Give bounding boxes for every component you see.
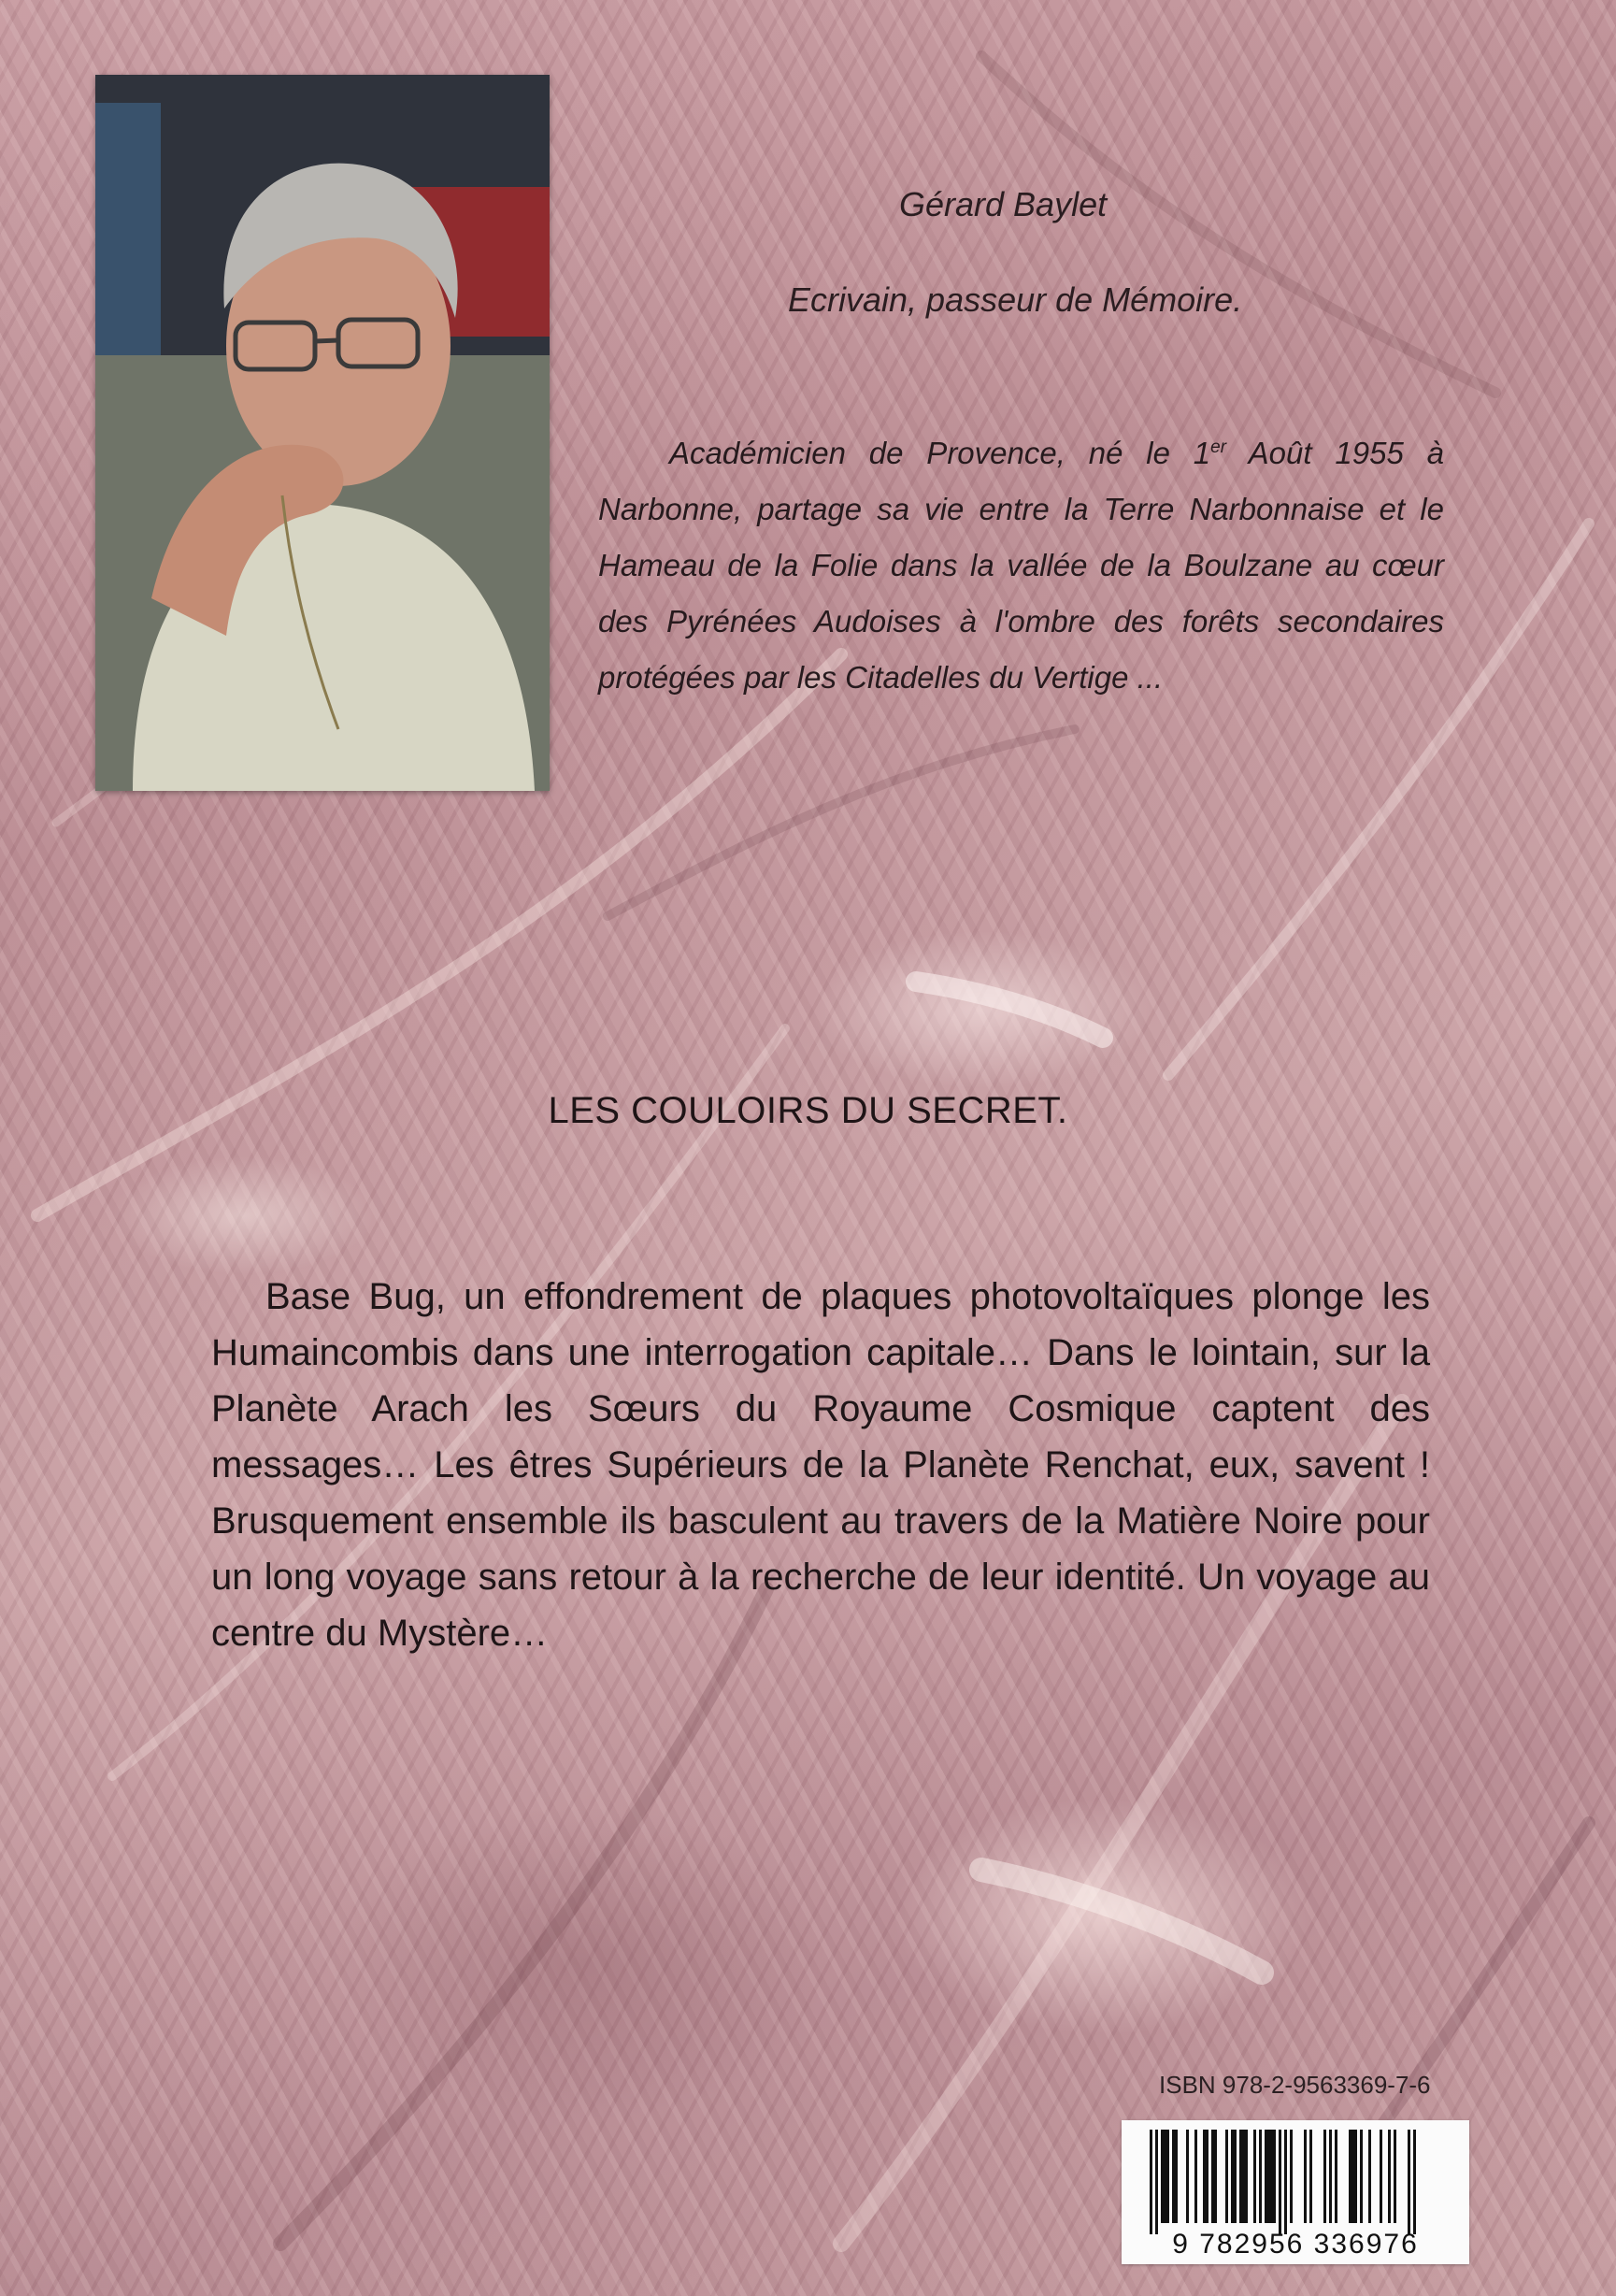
barcode-bar (1273, 2130, 1276, 2223)
barcode-bar (1394, 2130, 1396, 2223)
barcode-bar (1245, 2130, 1248, 2223)
barcode-bar (1279, 2130, 1281, 2234)
barcode-bar (1304, 2130, 1307, 2223)
barcode-bar (1267, 2130, 1270, 2223)
barcode-bar (1194, 2130, 1197, 2223)
barcode-bar (1360, 2130, 1363, 2223)
author-bio: Académicien de Provence, né le 1er Août 1955 à Narbonne, partage sa vie entre la Terre Narbonnaise et le Hameau de la Folie dans la vallée de la Boulzane au cœur des Pyrénées Audoises à l'ombre des forêts secondaires protégées par les Citadelles du Vertige ... (598, 436, 1444, 695)
barcode-bar (1349, 2130, 1351, 2223)
barcode-bar (1259, 2130, 1262, 2223)
barcode-bar (1265, 2130, 1267, 2223)
barcode-bar (1206, 2130, 1208, 2223)
barcode-bar (1368, 2130, 1371, 2223)
book-title: LES COULOIRS DU SECRET. (548, 1090, 1068, 1131)
barcode-bar (1323, 2130, 1326, 2223)
author-photo (95, 75, 550, 791)
barcode-number: 9 782956 336976 (1172, 2229, 1419, 2260)
barcode (1122, 2120, 1469, 2264)
barcode-bar (1408, 2130, 1410, 2234)
barcode-bar (1161, 2130, 1164, 2223)
barcode-bar (1413, 2130, 1416, 2234)
book-synopsis: Base Bug, un effondrement de plaques photovoltaïques plonge les Humaincombis dans une interrogation capitale… Dans le lointain, sur la Planète Arach les Sœurs du Royaume Cosmique captent des messages… Les êtres Supérieurs de la Planète Renchat, eux, savent ! Brusquement ensemble ils basculent au travers de la Matière Noire pour un long voyage sans retour à la recherche de leur identité. Un voyage au centre du Mystère… (211, 1276, 1430, 1654)
barcode-bar (1253, 2130, 1256, 2223)
barcode-bar (1164, 2130, 1166, 2223)
barcode-bar (1284, 2130, 1287, 2234)
author-name: Gérard Baylet (899, 185, 1108, 223)
barcode-bar (1242, 2130, 1245, 2223)
barcode-bar (1186, 2130, 1189, 2223)
barcode-bar (1150, 2130, 1152, 2234)
barcode-bar (1270, 2130, 1273, 2223)
barcode-bar (1351, 2130, 1354, 2223)
barcode-bar (1335, 2130, 1337, 2223)
barcode-bar (1211, 2130, 1214, 2223)
barcode-bar (1155, 2130, 1158, 2234)
barcode-bar (1239, 2130, 1242, 2223)
barcode-bar (1380, 2130, 1382, 2223)
barcode-bar (1166, 2130, 1169, 2223)
barcode-bar (1203, 2130, 1206, 2223)
barcode-bar (1225, 2130, 1228, 2223)
barcode-bar (1388, 2130, 1391, 2223)
author-role: Ecrivain, passeur de Mémoire. (788, 280, 1243, 319)
barcode-bar (1172, 2130, 1175, 2223)
barcode-bar (1354, 2130, 1357, 2223)
barcode-bar (1231, 2130, 1234, 2223)
barcode-bar (1309, 2130, 1312, 2223)
barcode-bar (1234, 2130, 1237, 2223)
barcode-bar (1329, 2130, 1332, 2223)
barcode-bar (1175, 2130, 1178, 2223)
barcode-bar (1214, 2130, 1217, 2223)
isbn-label: ISBN 978-2-9563369-7-6 (1159, 2071, 1431, 2099)
barcode-bar (1290, 2130, 1293, 2223)
